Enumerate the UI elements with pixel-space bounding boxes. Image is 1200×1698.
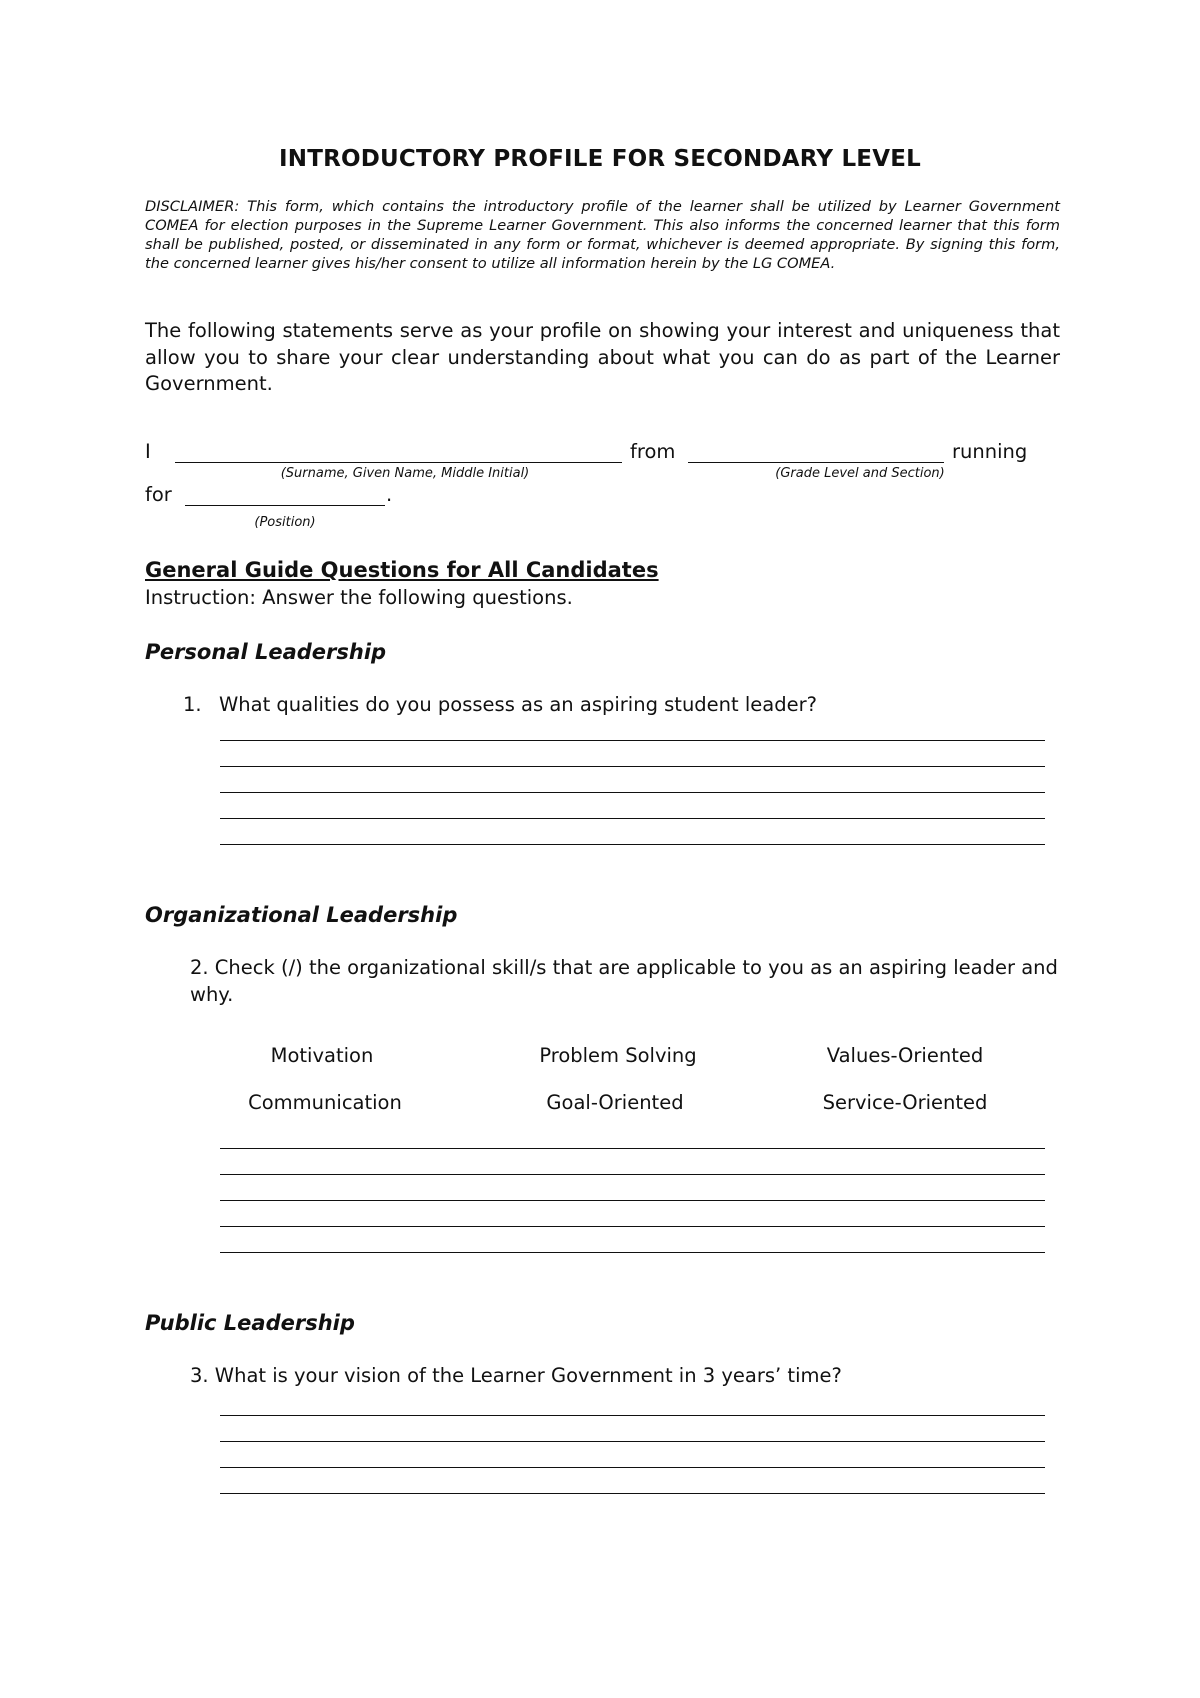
caption-position: (Position) (254, 515, 316, 530)
skill-option-values-oriented[interactable]: Values-Oriented (826, 1044, 984, 1067)
answer-line[interactable] (220, 818, 1045, 819)
answer-line[interactable] (220, 1467, 1045, 1468)
caption-grade-section: (Grade Level and Section) (775, 466, 945, 481)
personal-leadership-heading: Personal Leadership (145, 640, 387, 664)
name-blank-field[interactable] (175, 440, 622, 463)
period: . (386, 483, 393, 506)
page-title: INTRODUCTORY PROFILE FOR SECONDARY LEVEL (278, 146, 921, 172)
question-1-number: 1. (183, 693, 202, 716)
word-running: running (952, 440, 1028, 463)
answer-line[interactable] (220, 1226, 1045, 1227)
answer-line[interactable] (220, 1415, 1045, 1416)
answer-line[interactable] (220, 740, 1045, 741)
skill-option-communication[interactable]: Communication (248, 1091, 402, 1114)
answer-line[interactable] (220, 792, 1045, 793)
grade-section-blank-field[interactable] (688, 440, 944, 463)
answer-line[interactable] (220, 844, 1045, 845)
position-blank-field[interactable] (185, 483, 385, 506)
public-leadership-heading: Public Leadership (145, 1311, 355, 1335)
question-3-text: 3. What is your vision of the Learner Government in 3 years’ time? (190, 1364, 842, 1387)
instruction-text: Instruction: Answer the following questions. (145, 586, 573, 609)
skill-option-goal-oriented[interactable]: Goal-Oriented (546, 1091, 684, 1114)
skill-option-motivation[interactable]: Motivation (270, 1044, 374, 1067)
question-2-text: 2. Check (/) the organizational skill/s that are applicable to you as an aspiring leader and why. (190, 956, 1058, 1006)
answer-line[interactable] (220, 1441, 1045, 1442)
disclaimer-text: DISCLAIMER: This form, which contains the introductory profile of the learner shall be utilized by Learner Government COMEA for election purposes in the Supreme Learner Government. This also informs the concerned learner that this form shall be published, posted, or disseminated in any form or format, whichever is deemed appropriate. By signing this form, the concerned learner gives his/her consent to utilize all information herein by the LG COMEA. (145, 198, 1060, 272)
caption-name: (Surname, Given Name, Middle Initial) (280, 466, 530, 481)
word-for: for (145, 483, 172, 506)
skill-option-problem-solving[interactable]: Problem Solving (539, 1044, 697, 1067)
intro-paragraph: The following statements serve as your profile on showing your interest and uniqueness that allow you to share your clear understanding about what you can do as part of the Learner Government. (145, 319, 1060, 395)
answer-line[interactable] (220, 1148, 1045, 1149)
word-i: I (145, 440, 151, 463)
answer-line[interactable] (220, 1200, 1045, 1201)
word-from: from (630, 440, 676, 463)
answer-line[interactable] (220, 1493, 1045, 1494)
answer-line[interactable] (220, 766, 1045, 767)
organizational-leadership-heading: Organizational Leadership (145, 903, 458, 927)
general-questions-heading: General Guide Questions for All Candidates (145, 558, 659, 582)
question-1-text: What qualities do you possess as an aspiring student leader? (219, 693, 817, 716)
answer-line[interactable] (220, 1252, 1045, 1253)
answer-line[interactable] (220, 1174, 1045, 1175)
skill-option-service-oriented[interactable]: Service-Oriented (822, 1091, 988, 1114)
